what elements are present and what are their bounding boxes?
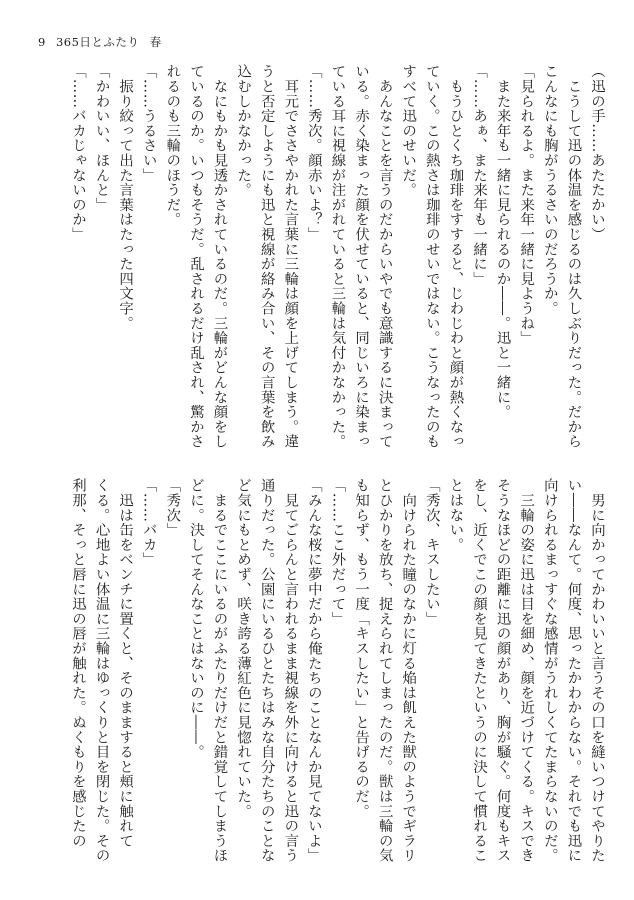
text-line: ているのか。いつもそうだ。乱されるだけ乱され、驚かさ [187,64,204,449]
text-line: 振り絞って出た言葉はたった四文字。 [117,64,134,331]
text-line: 「見られるよ。また来年一緒に見ようね」 [518,64,535,346]
text-line: そうなほどの距離に迅の顔があり、胸が騒ぐ。何度もキス [494,478,511,863]
text-line: れるのも三輪のほうだ。 [164,64,181,227]
page-number: 9 [38,35,46,49]
text-line: も知らず、もう一度「キスしたい」と告げるのだ。 [353,478,370,819]
text-line: 「かわいい、ほんと」 [93,64,110,212]
text-line: とひかりを放ち、捉えられてしまったのだ。獣は三輪の気 [376,478,393,863]
text-line: 迅は缶をベンチに置くと、そのまますると頬に触れて [117,478,134,848]
text-line: もうひとくち珈琲をすすると、じわじわと顔が熱くなっ [447,64,464,449]
text-line: 「……秀次。顔赤いよ？」 [305,64,322,242]
running-header [38,34,168,50]
lower-text-block [65,478,608,863]
text-line: 通りだった。公園にいるひとたちはみな自分たちのことな [258,478,275,863]
text-line: こんなにも胸がうるさいのだろうか。 [541,64,558,316]
text-line: 男に向かってかわいいと言うその口を縫いつけてやりた [589,478,605,863]
text-line: とはない。 [447,478,464,552]
text-line: すべて迅のせいだ。 [400,64,417,198]
text-line: くる。心地よい体温に三輪はゆっくりと目を閉じた。その [93,478,110,863]
text-line: 「……ここ外だって」 [329,478,346,626]
text-line: あんなことを言うのだからいやでも意識するに決まって [376,64,393,449]
text-line: い――なんて。何度、思ったかわからない。それでも迅に [565,478,582,863]
text-line: ている耳に視線が注がれていると三輪は気付かなかった。 [329,64,346,449]
running-title: 365日とふたり [55,35,140,49]
text-line: をし、近くでこの顔を見てきたというのに決して慣れるこ [471,478,488,863]
text-line: 「みんな桜に夢中だから俺たちのことなんか見てないよ」 [305,478,322,863]
text-line: 向けられた瞳のなかに灯る焔は飢えた獣のようでギラリ [400,478,417,863]
text-line: 「……あぁ、また来年も一緒に」 [471,64,488,286]
text-line: 「秀次、キスしたい」 [423,478,440,626]
text-line: いる。赤く染まった顔を伏せていると、同じいろに染まっ [353,64,370,449]
text-line: （迅の手……あたたかい） [589,64,605,242]
text-line: 「……バカじゃないのか」 [69,64,86,242]
text-line: こうして迅の体温を感じるのは久しぶりだった。だから [565,64,582,449]
text-line: なにもかも見透かされているのだ。三輪がどんな顔をし [211,64,228,449]
text-line: また来年も一緒に見られるのか――。迅と一緒に。 [494,64,511,420]
text-line: ど気にもとめず、咲き誇る薄紅色に見惚れていた。 [235,478,252,819]
text-line: 「秀次」 [164,478,181,538]
section-label: 春 [149,35,162,49]
text-line: 「……バカ」 [140,478,157,567]
text-line: まるでここにいるのがふたりだけだと錯覚してしまうほ [211,478,228,863]
text-line: 込むしかなかった。 [235,64,252,198]
text-line: 三輪の姿に迅は目を細め、顔を近づけてくる。キスでき [518,478,535,863]
text-line: ていく。この熱さは珈琲のせいではない。こうなったのも [423,64,440,449]
text-line: うと否定しようにも迅と視線が絡み合い、その言葉を飲み [258,64,275,449]
text-line: 耳元でささやかれた言葉に三輪は顔を上げてしまう。違 [282,64,299,449]
text-line: 「……うるさい」 [140,64,157,183]
text-line: どに。決してそんなことはないのに――。 [187,478,204,760]
upper-text-block [65,64,608,449]
text-line: 見てごらんと言われるまま視線を外に向けると迅の言う [282,478,299,863]
text-line: 向けられるまっすぐな感情がうれしくてたまらないのだ。 [541,478,558,863]
text-line: 利那、そっと唇に迅の唇が触れた。ぬくもりを感じたの [69,478,86,848]
